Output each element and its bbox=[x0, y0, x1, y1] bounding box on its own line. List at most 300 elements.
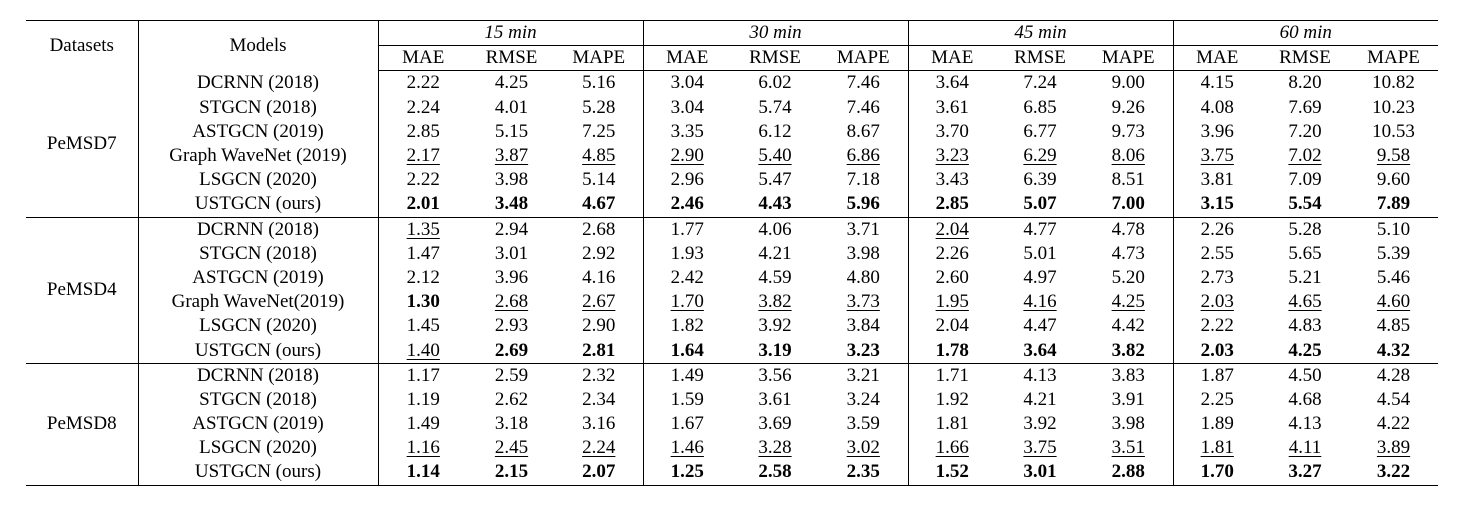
metric-value bbox=[643, 96, 731, 120]
model-name: DCRNN (2018) bbox=[138, 363, 378, 388]
metric-value-text: 2.90 bbox=[670, 145, 704, 167]
metric-value bbox=[1349, 436, 1438, 460]
metric-value bbox=[378, 338, 468, 363]
metric-value-text: 5.46 bbox=[1376, 266, 1411, 288]
metric-value-text: 1.64 bbox=[670, 339, 704, 361]
metric-value bbox=[468, 266, 555, 290]
metric-value bbox=[555, 144, 643, 168]
metric-value bbox=[643, 242, 731, 266]
metric-value-text: 2.03 bbox=[1200, 291, 1234, 313]
metric-value bbox=[1173, 71, 1261, 96]
metric-value bbox=[1173, 363, 1261, 388]
metric-value bbox=[1261, 363, 1349, 388]
horizon-header-60: 60 min bbox=[1173, 21, 1438, 46]
metric-value bbox=[731, 96, 819, 120]
table-row bbox=[26, 120, 1438, 144]
metric-value bbox=[1261, 217, 1349, 242]
metric-value bbox=[378, 168, 468, 192]
metric-value bbox=[555, 168, 643, 192]
metric-value bbox=[643, 436, 731, 460]
metric-value bbox=[378, 120, 468, 144]
metric-value bbox=[468, 314, 555, 338]
metric-value-text: 3.71 bbox=[846, 218, 880, 240]
metric-value bbox=[1084, 338, 1173, 363]
metric-value-text: 1.45 bbox=[406, 315, 440, 337]
metric-value-text: 2.24 bbox=[406, 96, 440, 118]
metric-value-text: 7.00 bbox=[1111, 193, 1145, 215]
metric-value bbox=[1261, 436, 1349, 460]
metric-value-text: 1.59 bbox=[670, 388, 704, 410]
metric-value-text: 3.21 bbox=[846, 364, 880, 386]
metric-value-text: 2.45 bbox=[494, 437, 529, 459]
metric-header: RMSE bbox=[731, 46, 819, 71]
metric-value bbox=[643, 71, 731, 96]
table-row bbox=[26, 412, 1438, 436]
metric-value-text: 3.83 bbox=[1111, 364, 1145, 386]
horizon-header-30: 30 min bbox=[643, 21, 908, 46]
model-name: USTGCN (ours) bbox=[138, 460, 378, 485]
metric-value bbox=[1173, 338, 1261, 363]
metric-value-text: 1.25 bbox=[670, 461, 704, 483]
metric-value-text: 4.68 bbox=[1288, 388, 1322, 410]
metric-value bbox=[819, 363, 908, 388]
metric-value bbox=[378, 436, 468, 460]
metric-value bbox=[1084, 120, 1173, 144]
metric-value-text: 7.24 bbox=[1023, 72, 1057, 94]
metric-value bbox=[643, 314, 731, 338]
metric-value-text: 4.77 bbox=[1023, 218, 1057, 240]
metric-value bbox=[996, 71, 1084, 96]
metric-value bbox=[996, 96, 1084, 120]
metric-value bbox=[908, 217, 996, 242]
metric-value-text: 5.96 bbox=[846, 193, 880, 215]
metric-value bbox=[1261, 120, 1349, 144]
metric-value-text: 3.81 bbox=[1200, 169, 1234, 191]
metric-value-text: 1.49 bbox=[670, 364, 704, 386]
metric-value bbox=[1173, 460, 1261, 485]
metric-value bbox=[731, 314, 819, 338]
header-row-horizons bbox=[26, 21, 1438, 46]
metric-value-text: 2.34 bbox=[582, 388, 616, 410]
model-name: STGCN (2018) bbox=[138, 242, 378, 266]
metric-value bbox=[1349, 290, 1438, 314]
metric-value bbox=[908, 192, 996, 217]
metric-value-text: 5.54 bbox=[1288, 193, 1322, 215]
metric-value-text: 1.87 bbox=[1200, 364, 1234, 386]
metric-value-text: 2.68 bbox=[494, 291, 529, 313]
metric-value-text: 4.54 bbox=[1376, 388, 1411, 410]
metric-value-text: 8.67 bbox=[846, 120, 880, 142]
metric-value-text: 3.96 bbox=[1200, 120, 1234, 142]
metric-value bbox=[378, 412, 468, 436]
metric-value bbox=[731, 338, 819, 363]
metric-value bbox=[1173, 217, 1261, 242]
metric-value bbox=[819, 120, 908, 144]
metric-value bbox=[819, 144, 908, 168]
metric-value-text: 2.85 bbox=[935, 193, 969, 215]
metric-value bbox=[731, 144, 819, 168]
metric-value-text: 2.59 bbox=[494, 364, 529, 386]
metric-value bbox=[1349, 314, 1438, 338]
metric-value bbox=[731, 266, 819, 290]
metric-value bbox=[996, 192, 1084, 217]
model-name: ASTGCN (2019) bbox=[138, 266, 378, 290]
metric-value-text: 5.39 bbox=[1376, 242, 1411, 264]
metric-value bbox=[1349, 242, 1438, 266]
metric-value-text: 3.91 bbox=[1111, 388, 1145, 410]
model-name: Graph WaveNet (2019) bbox=[138, 144, 378, 168]
metric-value-text: 9.73 bbox=[1111, 120, 1145, 142]
metric-value bbox=[1349, 412, 1438, 436]
metric-value bbox=[1084, 144, 1173, 168]
metric-value bbox=[908, 314, 996, 338]
metric-value bbox=[1261, 242, 1349, 266]
metric-value-text: 3.27 bbox=[1288, 461, 1322, 483]
metric-value-text: 7.18 bbox=[846, 169, 880, 191]
metric-value bbox=[1261, 266, 1349, 290]
metric-value-text: 3.82 bbox=[1111, 339, 1145, 361]
model-name: LSGCN (2020) bbox=[138, 168, 378, 192]
horizon-header-45: 45 min bbox=[908, 21, 1173, 46]
metric-value-text: 1.70 bbox=[670, 291, 704, 313]
metric-value-text: 2.68 bbox=[582, 218, 616, 240]
metric-value bbox=[908, 460, 996, 485]
metric-value bbox=[1084, 388, 1173, 412]
metric-value-text: 3.51 bbox=[1111, 437, 1145, 459]
metric-value bbox=[1349, 96, 1438, 120]
metric-value-text: 4.11 bbox=[1288, 437, 1322, 459]
table-row bbox=[26, 363, 1438, 388]
metric-value bbox=[555, 71, 643, 96]
metric-value-text: 6.86 bbox=[846, 145, 880, 167]
metric-value-text: 3.22 bbox=[1376, 461, 1411, 483]
metric-value-text: 2.01 bbox=[406, 193, 440, 215]
metric-value-text: 4.59 bbox=[758, 266, 792, 288]
metric-value bbox=[643, 388, 731, 412]
metric-value-text: 4.32 bbox=[1376, 339, 1411, 361]
metric-value-text: 2.60 bbox=[935, 266, 969, 288]
metric-value bbox=[468, 217, 555, 242]
metric-value-text: 5.15 bbox=[494, 120, 529, 142]
metric-value-text: 3.18 bbox=[494, 413, 529, 435]
metric-value-text: 4.73 bbox=[1111, 242, 1145, 264]
metric-value bbox=[1261, 144, 1349, 168]
metric-header: MAE bbox=[378, 46, 468, 71]
metric-value bbox=[819, 217, 908, 242]
metric-value bbox=[555, 290, 643, 314]
metric-header: MAPE bbox=[1349, 46, 1438, 71]
metric-value bbox=[378, 144, 468, 168]
metric-value-text: 4.16 bbox=[582, 266, 616, 288]
metric-value-text: 4.13 bbox=[1023, 364, 1057, 386]
metric-value bbox=[378, 96, 468, 120]
metric-value bbox=[555, 460, 643, 485]
metric-value bbox=[819, 96, 908, 120]
metric-value-text: 4.08 bbox=[1200, 96, 1234, 118]
metric-value bbox=[1084, 290, 1173, 314]
metric-value-text: 1.16 bbox=[406, 437, 440, 459]
metric-value-text: 3.87 bbox=[494, 145, 529, 167]
metric-header: MAE bbox=[643, 46, 731, 71]
metric-value bbox=[1173, 314, 1261, 338]
metric-value-text: 3.61 bbox=[758, 388, 792, 410]
metric-value-text: 2.67 bbox=[582, 291, 616, 313]
metric-value bbox=[1173, 242, 1261, 266]
metric-value bbox=[378, 217, 468, 242]
metric-value bbox=[1084, 192, 1173, 217]
metric-value-text: 7.25 bbox=[582, 120, 616, 142]
metric-value bbox=[1173, 96, 1261, 120]
metric-value-text: 4.25 bbox=[494, 72, 529, 94]
metric-value-text: 8.20 bbox=[1288, 72, 1322, 94]
metric-value bbox=[643, 460, 731, 485]
metric-value-text: 7.46 bbox=[846, 72, 880, 94]
metric-value bbox=[819, 436, 908, 460]
metric-value bbox=[908, 71, 996, 96]
metric-value bbox=[555, 96, 643, 120]
metric-value-text: 3.64 bbox=[1023, 339, 1057, 361]
metric-value-text: 2.22 bbox=[406, 169, 440, 191]
metric-value-text: 4.13 bbox=[1288, 413, 1322, 435]
metric-value bbox=[1084, 363, 1173, 388]
metric-value-text: 1.81 bbox=[935, 413, 969, 435]
metric-value-text: 3.35 bbox=[670, 120, 704, 142]
metric-value-text: 1.49 bbox=[406, 413, 440, 435]
metric-value bbox=[1084, 266, 1173, 290]
metric-value-text: 2.22 bbox=[1200, 315, 1234, 337]
metric-value bbox=[468, 144, 555, 168]
model-name: USTGCN (ours) bbox=[138, 192, 378, 217]
table-row bbox=[26, 314, 1438, 338]
metric-value-text: 5.74 bbox=[758, 96, 792, 118]
metric-value-text: 4.42 bbox=[1111, 315, 1145, 337]
metric-value-text: 7.46 bbox=[846, 96, 880, 118]
metric-value-text: 9.60 bbox=[1376, 169, 1411, 191]
metric-value-text: 5.14 bbox=[582, 169, 616, 191]
metric-value bbox=[378, 388, 468, 412]
metric-value bbox=[908, 96, 996, 120]
metric-value-text: 4.25 bbox=[1288, 339, 1322, 361]
metric-header: RMSE bbox=[1261, 46, 1349, 71]
model-name: LSGCN (2020) bbox=[138, 314, 378, 338]
metric-value-text: 9.58 bbox=[1376, 145, 1411, 167]
metric-value bbox=[731, 168, 819, 192]
metric-value-text: 3.16 bbox=[582, 413, 616, 435]
metric-value bbox=[731, 71, 819, 96]
metric-value bbox=[996, 436, 1084, 460]
metric-value bbox=[643, 363, 731, 388]
metric-value bbox=[468, 120, 555, 144]
metric-value-text: 3.04 bbox=[670, 72, 704, 94]
table-row bbox=[26, 266, 1438, 290]
metric-value-text: 4.15 bbox=[1200, 72, 1234, 94]
metric-value-text: 7.69 bbox=[1288, 96, 1322, 118]
metric-value bbox=[643, 120, 731, 144]
metric-value bbox=[468, 168, 555, 192]
metric-value-text: 2.15 bbox=[494, 461, 529, 483]
metric-value bbox=[731, 363, 819, 388]
metric-value bbox=[468, 290, 555, 314]
metric-value-text: 3.01 bbox=[494, 242, 529, 264]
metric-value-text: 1.71 bbox=[935, 364, 969, 386]
metric-value-text: 1.19 bbox=[406, 388, 440, 410]
metric-value bbox=[1349, 192, 1438, 217]
metric-value-text: 4.97 bbox=[1023, 266, 1057, 288]
metric-value-text: 2.25 bbox=[1200, 388, 1234, 410]
metric-value-text: 6.12 bbox=[758, 120, 792, 142]
metric-value bbox=[1349, 338, 1438, 363]
metric-value bbox=[555, 120, 643, 144]
metric-value bbox=[378, 192, 468, 217]
metric-value-text: 5.10 bbox=[1376, 218, 1411, 240]
metric-value-text: 2.26 bbox=[935, 242, 969, 264]
metric-value-text: 3.23 bbox=[846, 339, 880, 361]
metric-value bbox=[1084, 71, 1173, 96]
metric-value-text: 3.04 bbox=[670, 96, 704, 118]
metric-value-text: 1.47 bbox=[406, 242, 440, 264]
table-row bbox=[26, 388, 1438, 412]
metric-value bbox=[468, 242, 555, 266]
metric-value-text: 1.92 bbox=[935, 388, 969, 410]
metric-value bbox=[1261, 192, 1349, 217]
metric-value bbox=[731, 460, 819, 485]
metric-value-text: 2.93 bbox=[494, 315, 529, 337]
metric-value-text: 4.80 bbox=[846, 266, 880, 288]
metric-value bbox=[1349, 168, 1438, 192]
metric-value bbox=[819, 412, 908, 436]
metric-value bbox=[996, 120, 1084, 144]
metric-value bbox=[908, 290, 996, 314]
metric-value-text: 2.58 bbox=[758, 461, 792, 483]
metric-value-text: 3.82 bbox=[758, 291, 792, 313]
metric-value-text: 2.73 bbox=[1200, 266, 1234, 288]
metric-value-text: 1.70 bbox=[1200, 461, 1234, 483]
metric-value-text: 3.64 bbox=[935, 72, 969, 94]
metric-value-text: 4.21 bbox=[758, 242, 792, 264]
metric-value bbox=[555, 314, 643, 338]
results-table bbox=[26, 20, 1438, 486]
metric-value bbox=[908, 242, 996, 266]
metric-value bbox=[378, 460, 468, 485]
metric-value bbox=[731, 120, 819, 144]
table-row bbox=[26, 96, 1438, 120]
metric-value-text: 1.78 bbox=[935, 339, 969, 361]
metric-value bbox=[819, 460, 908, 485]
metric-value bbox=[908, 363, 996, 388]
metric-value-text: 3.15 bbox=[1200, 193, 1234, 215]
metric-value-text: 2.17 bbox=[406, 145, 440, 167]
results-body bbox=[26, 71, 1438, 485]
metric-value-text: 2.85 bbox=[406, 120, 440, 142]
metric-value-text: 2.03 bbox=[1200, 339, 1234, 361]
metric-value bbox=[819, 168, 908, 192]
metric-value bbox=[731, 388, 819, 412]
metric-value bbox=[468, 412, 555, 436]
model-name: ASTGCN (2019) bbox=[138, 412, 378, 436]
metric-header: MAPE bbox=[555, 46, 643, 71]
metric-value bbox=[378, 242, 468, 266]
metric-value bbox=[378, 363, 468, 388]
metric-header: MAPE bbox=[819, 46, 908, 71]
metric-value-text: 2.69 bbox=[494, 339, 529, 361]
metric-value bbox=[996, 412, 1084, 436]
metric-value bbox=[908, 338, 996, 363]
metric-value bbox=[819, 192, 908, 217]
metric-value-text: 3.69 bbox=[758, 413, 792, 435]
metric-value bbox=[555, 266, 643, 290]
metric-value-text: 3.24 bbox=[846, 388, 880, 410]
metric-value bbox=[819, 388, 908, 412]
metric-value-text: 4.67 bbox=[582, 193, 616, 215]
metric-value-text: 2.42 bbox=[670, 266, 704, 288]
metric-value-text: 3.56 bbox=[758, 364, 792, 386]
metric-value bbox=[1349, 120, 1438, 144]
metric-value-text: 6.39 bbox=[1023, 169, 1057, 191]
metric-value-text: 1.89 bbox=[1200, 413, 1234, 435]
metric-value bbox=[731, 436, 819, 460]
metric-value bbox=[996, 290, 1084, 314]
metric-value-text: 6.77 bbox=[1023, 120, 1057, 142]
metric-value-text: 3.59 bbox=[846, 413, 880, 435]
metric-value bbox=[1173, 436, 1261, 460]
metric-value-text: 4.47 bbox=[1023, 315, 1057, 337]
metric-value bbox=[643, 192, 731, 217]
metric-value-text: 3.84 bbox=[846, 315, 880, 337]
metric-value bbox=[908, 412, 996, 436]
metric-value-text: 1.81 bbox=[1200, 437, 1234, 459]
metric-value-text: 4.85 bbox=[582, 145, 616, 167]
metric-value-text: 6.85 bbox=[1023, 96, 1057, 118]
metric-value-text: 8.51 bbox=[1111, 169, 1145, 191]
metric-value-text: 2.04 bbox=[935, 315, 969, 337]
metric-value-text: 4.60 bbox=[1376, 291, 1411, 313]
metric-value-text: 7.20 bbox=[1288, 120, 1322, 142]
metric-value bbox=[1173, 192, 1261, 217]
metric-value bbox=[1261, 96, 1349, 120]
metric-value-text: 2.24 bbox=[582, 437, 616, 459]
metric-value-text: 3.92 bbox=[758, 315, 792, 337]
model-name: LSGCN (2020) bbox=[138, 436, 378, 460]
metric-value bbox=[1084, 460, 1173, 485]
metric-value bbox=[1261, 388, 1349, 412]
metric-value-text: 4.43 bbox=[758, 193, 792, 215]
table-row bbox=[26, 242, 1438, 266]
metric-value-text: 4.78 bbox=[1111, 218, 1145, 240]
metric-value-text: 1.30 bbox=[406, 291, 440, 313]
metric-value bbox=[468, 388, 555, 412]
metric-value bbox=[996, 266, 1084, 290]
datasets-header: Datasets bbox=[26, 21, 138, 71]
metric-value bbox=[908, 168, 996, 192]
metric-value-text: 10.82 bbox=[1372, 72, 1415, 94]
horizon-header-15: 15 min bbox=[378, 21, 643, 46]
metric-value bbox=[1349, 71, 1438, 96]
metric-value bbox=[643, 266, 731, 290]
model-name: Graph WaveNet(2019) bbox=[138, 290, 378, 314]
table-row bbox=[26, 144, 1438, 168]
metric-value bbox=[468, 363, 555, 388]
model-name: ASTGCN (2019) bbox=[138, 120, 378, 144]
metric-value bbox=[819, 338, 908, 363]
metric-value-text: 2.07 bbox=[582, 461, 616, 483]
metric-value bbox=[996, 314, 1084, 338]
metric-value bbox=[1349, 266, 1438, 290]
metric-value bbox=[643, 412, 731, 436]
metric-value-text: 4.85 bbox=[1376, 315, 1411, 337]
metric-value bbox=[1349, 144, 1438, 168]
metric-value-text: 1.46 bbox=[670, 437, 704, 459]
table-row bbox=[26, 338, 1438, 363]
